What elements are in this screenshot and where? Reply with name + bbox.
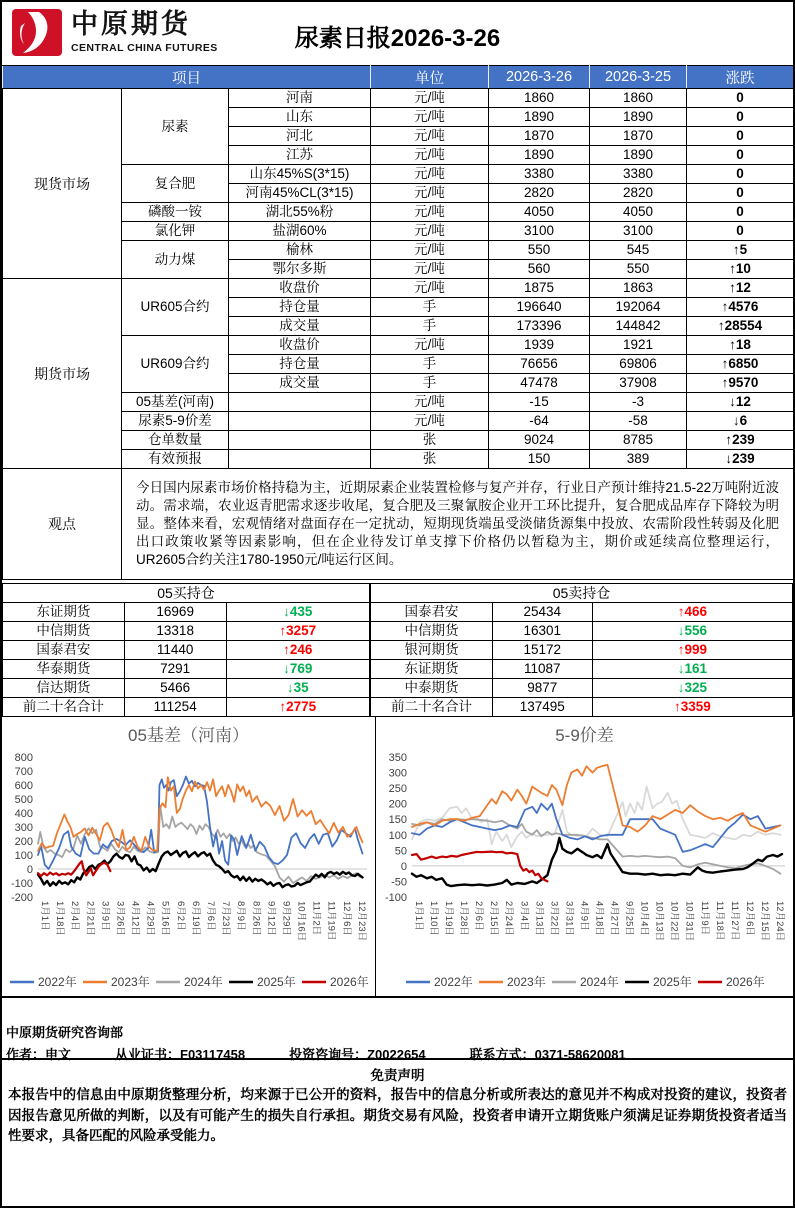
broker-name-cell: 前二十名合计 [371, 698, 493, 717]
table-row [3, 203, 794, 222]
report-footer [2, 996, 793, 1062]
unit-cell: 元/吨 [371, 222, 489, 241]
column-header-unit: 单位 [371, 66, 489, 89]
unit-cell: 元/吨 [371, 146, 489, 165]
x-axis-tick-label: 4月9日 [578, 901, 590, 931]
item-cell: 持仓量 [229, 298, 371, 317]
change-cell: 0 [687, 108, 794, 127]
value-today-cell: 560 [489, 260, 590, 279]
value-today-cell: 3380 [489, 165, 590, 184]
unit-cell: 元/吨 [371, 393, 489, 412]
x-axis-tick-label: 11月27日 [728, 901, 740, 941]
position-change-cell: ↑2775 [226, 698, 370, 717]
unit-cell: 元/吨 [371, 203, 489, 222]
x-axis-tick-label: 8月26日 [250, 901, 262, 936]
value-prev-cell: 4050 [590, 203, 687, 222]
broker-name-cell: 银河期货 [371, 641, 493, 660]
x-axis-tick-label: 3月4日 [518, 901, 530, 931]
legend-label: 2026年 [726, 975, 765, 989]
item-cell: 江苏 [229, 146, 371, 165]
x-axis-tick-label: 1月28日 [458, 901, 470, 936]
unit-cell: 张 [371, 431, 489, 450]
value-today-cell: 1875 [489, 279, 590, 298]
item-cell: 成交量 [229, 317, 371, 336]
x-axis-tick-label: 1月1日 [413, 901, 424, 931]
value-prev-cell: 3380 [590, 165, 687, 184]
disclaimer-section [2, 1058, 793, 1162]
buy-position-row [3, 603, 370, 622]
legend-label: 2025年 [653, 975, 692, 989]
position-value-cell: 16969 [124, 603, 226, 622]
sell-position-row [371, 679, 793, 698]
group-label-spread-5-9: 尿素5-9价差 [122, 412, 229, 431]
change-cell: ↑6850 [687, 355, 794, 374]
value-today-cell: 550 [489, 241, 590, 260]
charts-section [2, 717, 793, 996]
y-axis-tick-label: -100 [10, 878, 33, 890]
x-axis-tick-label: 4月29日 [144, 901, 156, 936]
unit-cell: 元/吨 [371, 241, 489, 260]
item-cell: 河南 [229, 89, 371, 108]
unit-cell: 元/吨 [371, 108, 489, 127]
group-label-effective-forecast: 有效预报 [122, 450, 229, 469]
buy-positions-header-row [3, 584, 370, 603]
y-axis-tick-label: 0 [26, 864, 33, 876]
change-cell: ↓239 [687, 450, 794, 469]
legend-label: 2023年 [507, 975, 546, 989]
broker-name-cell: 华泰期货 [3, 660, 125, 679]
advisory-number: 投资咨询号：Z0022654 [289, 1047, 426, 1062]
x-axis-tick-label: 4月12日 [129, 901, 141, 936]
value-today-cell: 1870 [489, 127, 590, 146]
position-value-cell: 5466 [124, 679, 226, 698]
legend-label: 2022年 [434, 975, 473, 989]
position-value-cell: 111254 [124, 698, 226, 717]
change-cell: ↑18 [687, 336, 794, 355]
x-axis-tick-label: 2月4日 [69, 901, 81, 931]
x-axis-tick-label: 12月24日 [773, 901, 785, 942]
legend-label: 2022年 [38, 975, 77, 989]
market-data-table [2, 65, 794, 580]
y-axis-tick-label: 800 [14, 752, 33, 764]
y-axis-tick-label: 700 [14, 766, 33, 778]
table-row [3, 412, 794, 431]
column-header-change: 涨跌 [687, 66, 794, 89]
value-today-cell: 150 [489, 450, 590, 469]
buy-position-row [3, 698, 370, 717]
company-name-cn: 中原期货 [71, 9, 191, 41]
item-cell: 山东45%S(3*15) [229, 165, 371, 184]
unit-cell: 元/吨 [371, 336, 489, 355]
position-change-cell: ↓325 [592, 679, 792, 698]
item-cell: 河南45%CL(3*15) [229, 184, 371, 203]
position-change-cell: ↑246 [226, 641, 370, 660]
item-cell: 收盘价 [229, 279, 371, 298]
value-prev-cell: -3 [590, 393, 687, 412]
y-axis-tick-label: 350 [388, 752, 407, 764]
legend-label: 2026年 [330, 975, 369, 989]
unit-cell: 元/吨 [371, 184, 489, 203]
group-label-warehouse-receipts: 仓单数量 [122, 431, 229, 450]
value-prev-cell: 69806 [590, 355, 687, 374]
position-change-cell: ↑999 [592, 641, 792, 660]
position-change-cell: ↓35 [226, 679, 370, 698]
table-row [3, 279, 794, 298]
sell-position-row [371, 660, 793, 679]
value-prev-cell: -58 [590, 412, 687, 431]
unit-cell: 元/吨 [371, 165, 489, 184]
buy-positions-table [2, 583, 370, 717]
position-value-cell: 13318 [124, 622, 226, 641]
unit-cell: 元/吨 [371, 89, 489, 108]
section-label-spot-market: 现货市场 [3, 89, 122, 279]
value-prev-cell: 550 [590, 260, 687, 279]
basis-05-henan-chart [2, 717, 375, 996]
table-row [3, 222, 794, 241]
item-cell: 盐湖60% [229, 222, 371, 241]
x-axis-tick-label: 12月23日 [355, 901, 367, 942]
position-change-cell: ↑3257 [226, 622, 370, 641]
x-axis-tick-label: 3月13日 [533, 901, 545, 936]
change-cell: ↑5 [687, 241, 794, 260]
unit-cell: 元/吨 [371, 279, 489, 298]
x-axis-tick-label: 8月9日 [235, 901, 247, 931]
position-value-cell: 11087 [492, 660, 592, 679]
position-value-cell: 25434 [492, 603, 592, 622]
x-axis-tick-label: 10月31日 [683, 901, 695, 942]
change-cell: ↑239 [687, 431, 794, 450]
x-axis-tick-label: 3月22日 [548, 901, 560, 936]
y-axis-tick-label: 600 [14, 780, 33, 792]
y-axis-tick-label: -100 [384, 892, 407, 904]
y-axis-tick-label: 300 [388, 767, 407, 780]
y-axis-tick-label: 100 [388, 829, 407, 842]
x-axis-tick-label: 2月6日 [473, 901, 485, 931]
x-axis-tick-label: 9月29日 [280, 901, 292, 936]
item-cell: 鄂尔多斯 [229, 260, 371, 279]
change-cell: ↓6 [687, 412, 794, 431]
value-today-cell: 3100 [489, 222, 590, 241]
unit-cell: 张 [371, 450, 489, 469]
column-header-date-today: 2026-3-26 [489, 66, 590, 89]
position-value-cell: 7291 [124, 660, 226, 679]
change-cell: ↑12 [687, 279, 794, 298]
legend-label: 2024年 [580, 975, 619, 989]
broker-name-cell: 信达期货 [3, 679, 125, 698]
sell-positions-header-row [371, 584, 793, 603]
value-prev-cell: 8785 [590, 431, 687, 450]
company-name-en: CENTRAL CHINA FUTURES [71, 41, 218, 54]
value-today-cell: 1890 [489, 146, 590, 165]
item-cell: 湖北55%粉 [229, 203, 371, 222]
position-value-cell: 11440 [124, 641, 226, 660]
table-row [3, 336, 794, 355]
unit-cell: 手 [371, 317, 489, 336]
value-today-cell: 1890 [489, 108, 590, 127]
change-cell: 0 [687, 222, 794, 241]
y-axis-tick-label: 50 [394, 845, 407, 858]
viewpoint-label: 观点 [3, 469, 122, 580]
viewpoint-text: 今日国内尿素市场价格持稳为主，近期尿素企业装置检修与复产并存，行业日产预计维持21.5-22万吨附近波动。需求端，农业返青肥需求逐步收尾，复合肥及三聚氰胺企业开工环比提升，复合肥成品库存下降较为明显。整体来看，宏观情绪对盘面存在一定扰动，短期现货端虽受淡储货源集中投放、农需阶段性转弱及化肥出口政策收紧等因素影响，但在企业待发订单支撑下价格仍以暂稳为主，期价或延续高位整理运行，UR2605合约关注1780-1950元/吨运行区间。 [122, 469, 794, 580]
value-prev-cell: 1863 [590, 279, 687, 298]
item-cell: 河北 [229, 127, 371, 146]
group-label-thermal-coal: 动力煤 [122, 241, 229, 279]
value-prev-cell: 3100 [590, 222, 687, 241]
item-cell: 山东 [229, 108, 371, 127]
position-value-cell: 9877 [492, 679, 592, 698]
report-header [2, 2, 793, 65]
value-prev-cell: 37908 [590, 374, 687, 393]
practice-certificate: 从业证书：F03117458 [115, 1047, 246, 1062]
value-today-cell: -64 [489, 412, 590, 431]
item-cell: 收盘价 [229, 336, 371, 355]
sell-position-row [371, 622, 793, 641]
x-axis-tick-label: 2月21日 [84, 901, 96, 936]
table-row [3, 393, 794, 412]
author-name: 作者：申文 [6, 1047, 72, 1062]
broker-name-cell: 中信期货 [3, 622, 125, 641]
disclaimer-text: 本报告中的信息由中原期货整理分析，均来源于已公开的资料，报告中的信息分析或所表达的意见并不构成对投资的建议，投资者因报告意见所做的判断，以及有可能产生的损失自行承担。期货交易有风险，投资者申请开立期货账户须满足证券期货投资者适当性要求，具备匹配的风险承受能力。 [8, 1087, 787, 1143]
x-axis-tick-label: 6月19日 [189, 901, 201, 936]
broker-name-cell: 东证期货 [3, 603, 125, 622]
x-axis-tick-label: 10月16日 [295, 901, 307, 942]
table-header-row [3, 66, 794, 89]
position-value-cell: 137495 [492, 698, 592, 717]
column-header-item: 项目 [3, 66, 371, 89]
table-row [3, 89, 794, 108]
series-line-2023年 [412, 765, 781, 832]
y-axis-tick-label: 300 [14, 822, 33, 834]
x-axis-tick-label: 11月19日 [325, 901, 337, 941]
y-axis-tick-label: 200 [14, 836, 33, 848]
change-cell: ↑9570 [687, 374, 794, 393]
value-prev-cell: 1921 [590, 336, 687, 355]
x-axis-tick-label: 1月10日 [428, 901, 440, 936]
y-axis-tick-label: 150 [388, 814, 407, 827]
item-cell: 成交量 [229, 374, 371, 393]
unit-cell: 手 [371, 298, 489, 317]
position-value-cell: 16301 [492, 622, 592, 641]
viewpoint-row [3, 469, 794, 580]
y-axis-tick-label: 200 [388, 798, 407, 811]
group-label-basis-05: 05基差(河南) [122, 393, 229, 412]
value-today-cell: 173396 [489, 317, 590, 336]
item-cell [229, 450, 371, 469]
x-axis-tick-label: 11月18日 [713, 901, 725, 941]
x-axis-tick-label: 6月2日 [174, 901, 186, 931]
broker-name-cell: 中泰期货 [371, 679, 493, 698]
positions-section [2, 583, 793, 717]
x-axis-tick-label: 10月4日 [638, 901, 650, 936]
x-axis-tick-label: 10月13日 [653, 901, 665, 942]
position-change-cell: ↑3359 [592, 698, 792, 717]
spread-5-9-chart [375, 717, 793, 996]
value-prev-cell: 1890 [590, 108, 687, 127]
x-axis-tick-label: 4月27日 [608, 901, 620, 936]
position-change-cell: ↑466 [592, 603, 792, 622]
table-row [3, 165, 794, 184]
item-cell: 榆林 [229, 241, 371, 260]
position-change-cell: ↓161 [592, 660, 792, 679]
x-axis-tick-label: 3月9日 [99, 901, 111, 931]
position-change-cell: ↓769 [226, 660, 370, 679]
x-axis-tick-label: 4月18日 [593, 901, 605, 936]
x-axis-tick-label: 12月6日 [743, 901, 755, 936]
change-cell: 0 [687, 184, 794, 203]
buy-position-row [3, 660, 370, 679]
unit-cell: 元/吨 [371, 127, 489, 146]
value-today-cell: 196640 [489, 298, 590, 317]
x-axis-tick-label: 9月25日 [623, 901, 635, 936]
item-cell [229, 412, 371, 431]
y-axis-tick-label: 0 [400, 860, 407, 873]
group-label-map: 磷酸一铵 [122, 203, 229, 222]
value-today-cell: 76656 [489, 355, 590, 374]
x-axis-tick-label: 11月2日 [310, 901, 322, 936]
x-axis-tick-label: 12月6日 [340, 901, 352, 936]
table-row [3, 450, 794, 469]
legend-label: 2024年 [184, 975, 223, 989]
group-label-urea: 尿素 [122, 89, 229, 165]
sell-positions-table [370, 583, 793, 717]
item-cell [229, 431, 371, 450]
report-title: 尿素日报2026-3-26 [294, 25, 501, 52]
y-axis-tick-label: 500 [14, 794, 33, 806]
group-label-mop: 氯化钾 [122, 222, 229, 241]
change-cell: ↑4576 [687, 298, 794, 317]
disclaimer-title: 免责声明 [370, 1068, 425, 1083]
item-cell [229, 393, 371, 412]
x-axis-tick-label: 9月12日 [265, 901, 277, 936]
broker-name-cell: 国泰君安 [3, 641, 125, 660]
buy-position-row [3, 622, 370, 641]
legend-label: 2023年 [111, 975, 150, 989]
change-cell: ↑28554 [687, 317, 794, 336]
value-prev-cell: 545 [590, 241, 687, 260]
unit-cell: 元/吨 [371, 260, 489, 279]
sell-position-row [371, 641, 793, 660]
x-axis-tick-label: 3月26日 [114, 901, 126, 936]
group-label-ur605: UR605合约 [122, 279, 229, 336]
table-row [3, 241, 794, 260]
contact-phone: 联系方式：0371-58620081 [469, 1047, 626, 1062]
position-change-cell: ↓435 [226, 603, 370, 622]
buy-position-row [3, 641, 370, 660]
table-row [3, 431, 794, 450]
value-prev-cell: 1870 [590, 127, 687, 146]
unit-cell: 手 [371, 355, 489, 374]
change-cell: ↑10 [687, 260, 794, 279]
change-cell: 0 [687, 127, 794, 146]
x-axis-tick-label: 11月9日 [698, 901, 710, 936]
broker-name-cell: 中信期货 [371, 622, 493, 641]
chart-title: 5-9价差 [555, 726, 614, 745]
item-cell: 持仓量 [229, 355, 371, 374]
value-today-cell: 1939 [489, 336, 590, 355]
series-line-2025年 [412, 838, 782, 886]
position-change-cell: ↓556 [592, 622, 792, 641]
value-prev-cell: 1860 [590, 89, 687, 108]
group-label-compound-fertilizer: 复合肥 [122, 165, 229, 203]
change-cell: ↓12 [687, 393, 794, 412]
buy-positions-title: 05买持仓 [3, 584, 370, 603]
change-cell: 0 [687, 203, 794, 222]
broker-name-cell: 前二十名合计 [3, 698, 125, 717]
value-today-cell: 4050 [489, 203, 590, 222]
value-prev-cell: 192064 [590, 298, 687, 317]
y-axis-tick-label: 250 [388, 783, 407, 796]
sell-position-row [371, 698, 793, 717]
x-axis-tick-label: 3月31日 [563, 901, 575, 936]
x-axis-tick-label: 2月24日 [503, 901, 515, 936]
y-axis-tick-label: -200 [10, 892, 33, 904]
x-axis-tick-label: 1月18日 [54, 901, 66, 936]
value-prev-cell: 389 [590, 450, 687, 469]
section-label-futures-market: 期货市场 [3, 279, 122, 469]
position-value-cell: 15172 [492, 641, 592, 660]
unit-cell: 元/吨 [371, 412, 489, 431]
sell-positions-title: 05卖持仓 [371, 584, 793, 603]
x-axis-tick-label: 2月15日 [488, 901, 500, 936]
unit-cell: 手 [371, 374, 489, 393]
department-name: 中原期货研究咨询部 [6, 1025, 124, 1040]
legend-label: 2025年 [257, 975, 296, 989]
value-today-cell: 2820 [489, 184, 590, 203]
group-label-ur609: UR609合约 [122, 336, 229, 393]
x-axis-tick-label: 12月15日 [758, 901, 770, 942]
chart-title: 05基差（河南） [128, 726, 249, 745]
change-cell: 0 [687, 89, 794, 108]
change-cell: 0 [687, 165, 794, 184]
broker-name-cell: 东证期货 [371, 660, 493, 679]
value-prev-cell: 144842 [590, 317, 687, 336]
column-header-date-prev: 2026-3-25 [590, 66, 687, 89]
buy-position-row [3, 679, 370, 698]
value-prev-cell: 2820 [590, 184, 687, 203]
y-axis-tick-label: -50 [391, 876, 407, 889]
broker-name-cell: 国泰君安 [371, 603, 493, 622]
x-axis-tick-label: 10月22日 [668, 901, 680, 942]
sell-position-row [371, 603, 793, 622]
change-cell: 0 [687, 146, 794, 165]
y-axis-tick-label: 400 [14, 808, 33, 820]
y-axis-tick-label: 100 [14, 850, 33, 862]
value-prev-cell: 1890 [590, 146, 687, 165]
x-axis-tick-label: 1月1日 [39, 901, 50, 931]
value-today-cell: 9024 [489, 431, 590, 450]
x-axis-tick-label: 5月16日 [159, 901, 171, 936]
value-today-cell: 1860 [489, 89, 590, 108]
value-today-cell: 47478 [489, 374, 590, 393]
x-axis-tick-label: 7月23日 [220, 901, 232, 936]
x-axis-tick-label: 1月19日 [443, 901, 455, 936]
value-today-cell: -15 [489, 393, 590, 412]
x-axis-tick-label: 7月6日 [205, 901, 217, 931]
